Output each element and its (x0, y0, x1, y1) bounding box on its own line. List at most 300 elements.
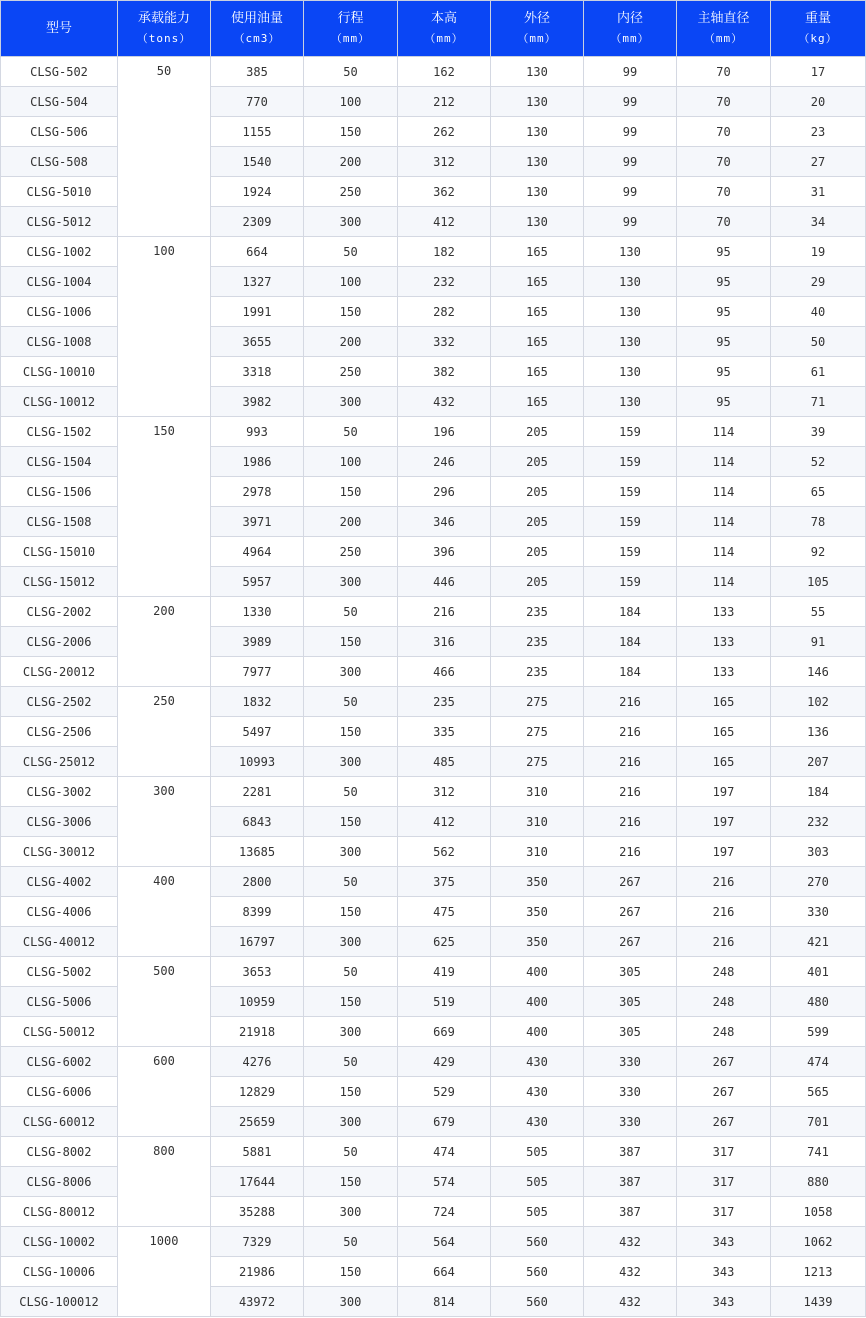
stroke-cell: 50 (304, 957, 398, 987)
oil-volume-cell: 4276 (211, 1047, 304, 1077)
inner-diameter-cell: 305 (584, 1017, 677, 1047)
header-oil-volume-unit: （cm3） (233, 31, 281, 45)
oil-volume-cell: 10993 (211, 747, 304, 777)
spindle-diameter-cell: 95 (677, 387, 771, 417)
inner-diameter-cell: 99 (584, 147, 677, 177)
oil-volume-cell: 3971 (211, 507, 304, 537)
inner-diameter-cell: 184 (584, 597, 677, 627)
body-height-cell: 432 (398, 387, 491, 417)
outer-diameter-cell: 560 (491, 1257, 584, 1287)
header-outer-diameter (491, 1, 584, 57)
outer-diameter-cell: 205 (491, 417, 584, 447)
inner-diameter-cell: 159 (584, 507, 677, 537)
stroke-cell: 150 (304, 117, 398, 147)
model-cell: CLSG-8006 (1, 1167, 118, 1197)
oil-volume-cell: 1155 (211, 117, 304, 147)
oil-volume-cell: 2281 (211, 777, 304, 807)
inner-diameter-cell: 330 (584, 1107, 677, 1137)
body-height-cell: 429 (398, 1047, 491, 1077)
spindle-diameter-cell: 248 (677, 987, 771, 1017)
weight-cell: 701 (771, 1107, 866, 1137)
stroke-cell: 300 (304, 1287, 398, 1317)
header-spindle-diameter-title: 主轴直径 (697, 10, 750, 26)
inner-diameter-cell: 159 (584, 567, 677, 597)
outer-diameter-cell: 130 (491, 147, 584, 177)
oil-volume-cell: 1540 (211, 147, 304, 177)
weight-cell: 17 (771, 57, 866, 87)
stroke-cell: 150 (304, 627, 398, 657)
body-height-cell: 446 (398, 567, 491, 597)
oil-volume-cell: 1330 (211, 597, 304, 627)
model-cell: CLSG-1002 (1, 237, 118, 267)
oil-volume-cell: 21986 (211, 1257, 304, 1287)
spindle-diameter-cell: 70 (677, 57, 771, 87)
model-cell: CLSG-1506 (1, 477, 118, 507)
model-cell: CLSG-5002 (1, 957, 118, 987)
model-cell: CLSG-60012 (1, 1107, 118, 1137)
stroke-cell: 50 (304, 237, 398, 267)
oil-volume-cell: 993 (211, 417, 304, 447)
inner-diameter-cell: 432 (584, 1227, 677, 1257)
stroke-cell: 50 (304, 867, 398, 897)
inner-diameter-cell: 216 (584, 837, 677, 867)
body-height-cell: 182 (398, 237, 491, 267)
header-capacity-title: 承载能力 (137, 10, 190, 26)
oil-volume-cell: 1986 (211, 447, 304, 477)
outer-diameter-cell: 165 (491, 327, 584, 357)
spindle-diameter-cell: 165 (677, 717, 771, 747)
weight-cell: 19 (771, 237, 866, 267)
oil-volume-cell: 1924 (211, 177, 304, 207)
inner-diameter-cell: 330 (584, 1077, 677, 1107)
inner-diameter-cell: 159 (584, 537, 677, 567)
model-cell: CLSG-508 (1, 147, 118, 177)
stroke-cell: 50 (304, 1227, 398, 1257)
outer-diameter-cell: 165 (491, 237, 584, 267)
oil-volume-cell: 10959 (211, 987, 304, 1017)
weight-cell: 232 (771, 807, 866, 837)
body-height-cell: 564 (398, 1227, 491, 1257)
outer-diameter-cell: 235 (491, 627, 584, 657)
model-cell: CLSG-100012 (1, 1287, 118, 1317)
capacity-cell: 150 (118, 417, 211, 597)
weight-cell: 480 (771, 987, 866, 1017)
header-spindle-diameter (677, 1, 771, 57)
inner-diameter-cell: 267 (584, 867, 677, 897)
weight-cell: 52 (771, 447, 866, 477)
weight-cell: 1062 (771, 1227, 866, 1257)
spindle-diameter-cell: 95 (677, 267, 771, 297)
inner-diameter-cell: 432 (584, 1257, 677, 1287)
model-cell: CLSG-10012 (1, 387, 118, 417)
model-cell: CLSG-4002 (1, 867, 118, 897)
oil-volume-cell: 3318 (211, 357, 304, 387)
inner-diameter-cell: 216 (584, 807, 677, 837)
inner-diameter-cell: 216 (584, 687, 677, 717)
inner-diameter-cell: 184 (584, 657, 677, 687)
header-model (1, 1, 118, 57)
model-cell: CLSG-8002 (1, 1137, 118, 1167)
inner-diameter-cell: 130 (584, 237, 677, 267)
oil-volume-cell: 770 (211, 87, 304, 117)
inner-diameter-cell: 159 (584, 447, 677, 477)
inner-diameter-cell: 130 (584, 327, 677, 357)
stroke-cell: 150 (304, 297, 398, 327)
table-row (1, 1137, 866, 1167)
oil-volume-cell: 8399 (211, 897, 304, 927)
table-row (1, 777, 866, 807)
spindle-diameter-cell: 114 (677, 447, 771, 477)
table-row (1, 957, 866, 987)
stroke-cell: 50 (304, 687, 398, 717)
inner-diameter-cell: 159 (584, 417, 677, 447)
weight-cell: 71 (771, 387, 866, 417)
header-row (1, 1, 866, 57)
outer-diameter-cell: 205 (491, 537, 584, 567)
spindle-diameter-cell: 248 (677, 1017, 771, 1047)
inner-diameter-cell: 216 (584, 747, 677, 777)
oil-volume-cell: 7329 (211, 1227, 304, 1257)
outer-diameter-cell: 165 (491, 357, 584, 387)
inner-diameter-cell: 99 (584, 207, 677, 237)
weight-cell: 1058 (771, 1197, 866, 1227)
stroke-cell: 300 (304, 1017, 398, 1047)
spindle-diameter-cell: 343 (677, 1227, 771, 1257)
body-height-cell: 246 (398, 447, 491, 477)
outer-diameter-cell: 505 (491, 1137, 584, 1167)
stroke-cell: 100 (304, 87, 398, 117)
oil-volume-cell: 13685 (211, 837, 304, 867)
stroke-cell: 100 (304, 447, 398, 477)
inner-diameter-cell: 387 (584, 1137, 677, 1167)
weight-cell: 102 (771, 687, 866, 717)
inner-diameter-cell: 305 (584, 957, 677, 987)
body-height-cell: 396 (398, 537, 491, 567)
oil-volume-cell: 3982 (211, 387, 304, 417)
body-height-cell: 335 (398, 717, 491, 747)
body-height-cell: 346 (398, 507, 491, 537)
body-height-cell: 669 (398, 1017, 491, 1047)
outer-diameter-cell: 400 (491, 987, 584, 1017)
header-outer-diameter-title: 外径 (523, 10, 550, 26)
header-inner-diameter-unit: （mm） (610, 31, 650, 45)
spindle-diameter-cell: 70 (677, 87, 771, 117)
spindle-diameter-cell: 317 (677, 1167, 771, 1197)
spindle-diameter-cell: 197 (677, 837, 771, 867)
spindle-diameter-cell: 216 (677, 927, 771, 957)
inner-diameter-cell: 330 (584, 1047, 677, 1077)
body-height-cell: 375 (398, 867, 491, 897)
stroke-cell: 150 (304, 1167, 398, 1197)
table-row (1, 1227, 866, 1257)
body-height-cell: 485 (398, 747, 491, 777)
weight-cell: 39 (771, 417, 866, 447)
stroke-cell: 250 (304, 177, 398, 207)
body-height-cell: 212 (398, 87, 491, 117)
outer-diameter-cell: 205 (491, 507, 584, 537)
spindle-diameter-cell: 70 (677, 177, 771, 207)
inner-diameter-cell: 130 (584, 297, 677, 327)
inner-diameter-cell: 130 (584, 357, 677, 387)
header-outer-diameter-unit: （mm） (517, 31, 557, 45)
model-cell: CLSG-50012 (1, 1017, 118, 1047)
inner-diameter-cell: 305 (584, 987, 677, 1017)
table-row (1, 237, 866, 267)
outer-diameter-cell: 205 (491, 447, 584, 477)
model-cell: CLSG-504 (1, 87, 118, 117)
spindle-diameter-cell: 95 (677, 357, 771, 387)
weight-cell: 40 (771, 297, 866, 327)
outer-diameter-cell: 130 (491, 207, 584, 237)
weight-cell: 29 (771, 267, 866, 297)
weight-cell: 880 (771, 1167, 866, 1197)
stroke-cell: 300 (304, 747, 398, 777)
body-height-cell: 574 (398, 1167, 491, 1197)
outer-diameter-cell: 310 (491, 837, 584, 867)
weight-cell: 146 (771, 657, 866, 687)
stroke-cell: 50 (304, 417, 398, 447)
table-row (1, 57, 866, 87)
weight-cell: 20 (771, 87, 866, 117)
header-model-title: 型号 (45, 20, 72, 36)
model-cell: CLSG-80012 (1, 1197, 118, 1227)
stroke-cell: 250 (304, 357, 398, 387)
body-height-cell: 382 (398, 357, 491, 387)
spindle-diameter-cell: 114 (677, 417, 771, 447)
oil-volume-cell: 43972 (211, 1287, 304, 1317)
spindle-diameter-cell: 95 (677, 327, 771, 357)
header-capacity-unit: （tons） (136, 31, 192, 45)
inner-diameter-cell: 130 (584, 387, 677, 417)
outer-diameter-cell: 165 (491, 267, 584, 297)
outer-diameter-cell: 130 (491, 177, 584, 207)
header-stroke (304, 1, 398, 57)
stroke-cell: 150 (304, 897, 398, 927)
outer-diameter-cell: 560 (491, 1227, 584, 1257)
model-cell: CLSG-3006 (1, 807, 118, 837)
outer-diameter-cell: 275 (491, 687, 584, 717)
capacity-cell: 500 (118, 957, 211, 1047)
model-cell: CLSG-502 (1, 57, 118, 87)
header-weight-title: 重量 (804, 10, 831, 26)
oil-volume-cell: 4964 (211, 537, 304, 567)
model-cell: CLSG-1008 (1, 327, 118, 357)
model-cell: CLSG-1006 (1, 297, 118, 327)
model-cell: CLSG-2502 (1, 687, 118, 717)
weight-cell: 50 (771, 327, 866, 357)
oil-volume-cell: 35288 (211, 1197, 304, 1227)
outer-diameter-cell: 505 (491, 1197, 584, 1227)
model-cell: CLSG-2506 (1, 717, 118, 747)
inner-diameter-cell: 99 (584, 117, 677, 147)
weight-cell: 421 (771, 927, 866, 957)
inner-diameter-cell: 432 (584, 1287, 677, 1317)
outer-diameter-cell: 130 (491, 57, 584, 87)
oil-volume-cell: 2309 (211, 207, 304, 237)
body-height-cell: 419 (398, 957, 491, 987)
capacity-cell: 600 (118, 1047, 211, 1137)
weight-cell: 1213 (771, 1257, 866, 1287)
oil-volume-cell: 1991 (211, 297, 304, 327)
inner-diameter-cell: 267 (584, 927, 677, 957)
spindle-diameter-cell: 70 (677, 147, 771, 177)
oil-volume-cell: 3989 (211, 627, 304, 657)
oil-volume-cell: 25659 (211, 1107, 304, 1137)
weight-cell: 136 (771, 717, 866, 747)
header-inner-diameter (584, 1, 677, 57)
body-height-cell: 625 (398, 927, 491, 957)
capacity-cell: 300 (118, 777, 211, 867)
model-cell: CLSG-1004 (1, 267, 118, 297)
stroke-cell: 150 (304, 1077, 398, 1107)
spindle-diameter-cell: 267 (677, 1107, 771, 1137)
spindle-diameter-cell: 343 (677, 1287, 771, 1317)
inner-diameter-cell: 159 (584, 477, 677, 507)
outer-diameter-cell: 275 (491, 747, 584, 777)
outer-diameter-cell: 165 (491, 297, 584, 327)
oil-volume-cell: 21918 (211, 1017, 304, 1047)
outer-diameter-cell: 235 (491, 597, 584, 627)
body-height-cell: 296 (398, 477, 491, 507)
spindle-diameter-cell: 317 (677, 1197, 771, 1227)
inner-diameter-cell: 387 (584, 1167, 677, 1197)
oil-volume-cell: 3653 (211, 957, 304, 987)
outer-diameter-cell: 400 (491, 1017, 584, 1047)
spindle-diameter-cell: 70 (677, 207, 771, 237)
body-height-cell: 196 (398, 417, 491, 447)
inner-diameter-cell: 267 (584, 897, 677, 927)
oil-volume-cell: 5957 (211, 567, 304, 597)
table-row (1, 867, 866, 897)
body-height-cell: 724 (398, 1197, 491, 1227)
model-cell: CLSG-1502 (1, 417, 118, 447)
outer-diameter-cell: 235 (491, 657, 584, 687)
oil-volume-cell: 2978 (211, 477, 304, 507)
header-spindle-diameter-unit: （mm） (703, 31, 744, 45)
spindle-diameter-cell: 114 (677, 537, 771, 567)
body-height-cell: 562 (398, 837, 491, 867)
header-body-height (398, 1, 491, 57)
weight-cell: 55 (771, 597, 866, 627)
oil-volume-cell: 6843 (211, 807, 304, 837)
spindle-diameter-cell: 165 (677, 687, 771, 717)
model-cell: CLSG-6006 (1, 1077, 118, 1107)
stroke-cell: 300 (304, 387, 398, 417)
weight-cell: 92 (771, 537, 866, 567)
model-cell: CLSG-2006 (1, 627, 118, 657)
weight-cell: 207 (771, 747, 866, 777)
stroke-cell: 50 (304, 1047, 398, 1077)
outer-diameter-cell: 350 (491, 867, 584, 897)
outer-diameter-cell: 130 (491, 87, 584, 117)
body-height-cell: 529 (398, 1077, 491, 1107)
spindle-diameter-cell: 165 (677, 747, 771, 777)
spindle-diameter-cell: 197 (677, 777, 771, 807)
outer-diameter-cell: 310 (491, 777, 584, 807)
stroke-cell: 150 (304, 717, 398, 747)
table-row (1, 1047, 866, 1077)
capacity-cell: 800 (118, 1137, 211, 1227)
header-body-height-unit: （mm） (424, 31, 464, 45)
stroke-cell: 50 (304, 777, 398, 807)
model-cell: CLSG-15012 (1, 567, 118, 597)
stroke-cell: 300 (304, 207, 398, 237)
stroke-cell: 300 (304, 1197, 398, 1227)
spindle-diameter-cell: 216 (677, 897, 771, 927)
outer-diameter-cell: 430 (491, 1107, 584, 1137)
weight-cell: 91 (771, 627, 866, 657)
weight-cell: 401 (771, 957, 866, 987)
weight-cell: 105 (771, 567, 866, 597)
model-cell: CLSG-5012 (1, 207, 118, 237)
table-body (1, 57, 866, 1317)
body-height-cell: 664 (398, 1257, 491, 1287)
oil-volume-cell: 2800 (211, 867, 304, 897)
capacity-cell: 250 (118, 687, 211, 777)
oil-volume-cell: 3655 (211, 327, 304, 357)
spindle-diameter-cell: 343 (677, 1257, 771, 1287)
body-height-cell: 216 (398, 597, 491, 627)
model-cell: CLSG-15010 (1, 537, 118, 567)
weight-cell: 565 (771, 1077, 866, 1107)
model-cell: CLSG-10010 (1, 357, 118, 387)
spindle-diameter-cell: 114 (677, 477, 771, 507)
header-stroke-unit: （mm） (330, 31, 371, 45)
model-cell: CLSG-25012 (1, 747, 118, 777)
header-weight (771, 1, 866, 57)
body-height-cell: 475 (398, 897, 491, 927)
spindle-diameter-cell: 70 (677, 117, 771, 147)
stroke-cell: 200 (304, 147, 398, 177)
inner-diameter-cell: 216 (584, 717, 677, 747)
stroke-cell: 50 (304, 1137, 398, 1167)
capacity-cell: 100 (118, 237, 211, 417)
header-inner-diameter-title: 内径 (616, 10, 643, 26)
spindle-diameter-cell: 248 (677, 957, 771, 987)
outer-diameter-cell: 205 (491, 477, 584, 507)
table-row (1, 597, 866, 627)
weight-cell: 303 (771, 837, 866, 867)
outer-diameter-cell: 350 (491, 927, 584, 957)
spindle-diameter-cell: 114 (677, 507, 771, 537)
weight-cell: 184 (771, 777, 866, 807)
model-cell: CLSG-10006 (1, 1257, 118, 1287)
model-cell: CLSG-5010 (1, 177, 118, 207)
oil-volume-cell: 1327 (211, 267, 304, 297)
spindle-diameter-cell: 197 (677, 807, 771, 837)
weight-cell: 27 (771, 147, 866, 177)
capacity-cell: 200 (118, 597, 211, 687)
outer-diameter-cell: 165 (491, 387, 584, 417)
weight-cell: 599 (771, 1017, 866, 1047)
oil-volume-cell: 5497 (211, 717, 304, 747)
weight-cell: 1439 (771, 1287, 866, 1317)
stroke-cell: 50 (304, 57, 398, 87)
weight-cell: 34 (771, 207, 866, 237)
stroke-cell: 50 (304, 597, 398, 627)
outer-diameter-cell: 430 (491, 1077, 584, 1107)
outer-diameter-cell: 350 (491, 897, 584, 927)
spindle-diameter-cell: 133 (677, 597, 771, 627)
stroke-cell: 150 (304, 1257, 398, 1287)
stroke-cell: 300 (304, 927, 398, 957)
outer-diameter-cell: 400 (491, 957, 584, 987)
oil-volume-cell: 5881 (211, 1137, 304, 1167)
stroke-cell: 150 (304, 807, 398, 837)
model-cell: CLSG-1504 (1, 447, 118, 477)
stroke-cell: 150 (304, 987, 398, 1017)
header-stroke-title: 行程 (337, 10, 364, 26)
